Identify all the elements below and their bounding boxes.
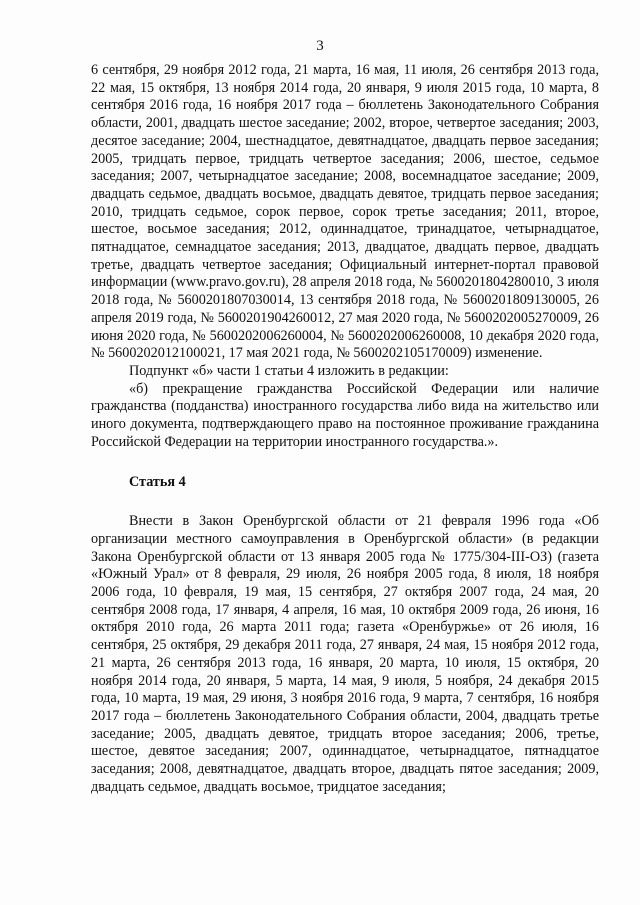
paragraph-subclause-instruction: Подпункт «б» части 1 статьи 4 изложить в редакции: <box>129 362 449 379</box>
paragraph-article-4-text: Внести в Закон Оренбургской области от 21 февраля 1996 года «Об организации местного самоуправления в Оренбургской области» (в редакции Закона Оренбургской области от 13 января 2005 года № 1775/304-III-ОЗ) (газета «Южный Урал» от 8 февраля, 29 июля, 26 ноября 2005 года, 8 июля, 18 ноября 2006 года, 10 февраля, 19 мая, 15 сентября, 27 октября 2007 года, 24 мая, 20 сентября 2008 года, 17 января, 4 апреля, 16 мая, 10 октября 2009 года, 26 июня, 16 октября 2010 года, 26 марта 2011 года; газета «Оренбуржье» от 26 июля, 16 сентября, 25 октября, 29 декабря 2011 года, 27 января, 24 мая, 15 ноября 2012 года, 21 марта, 26 сентября 2013 года, 16 января, 20 марта, 10 июля, 15 октября, 20 ноября 2014 года, 20 января, 5 марта, 14 мая, 9 июля, 5 ноября, 24 декабря 2015 года, 10 марта, 19 мая, 29 июня, 3 ноября 2016 года, 9 марта, 7 сентября, 16 ноября 2017 года – бюллетень Законодательного Собрания области, 2004, двадцать третье заседание; 2005, двадцать девятое, тридцать второе заседания; 2006, третье, шестое, девятое заседания; 2007, одиннадцатое, четырнадцатое, пятнадцатое заседания; 2008, девятнадцатое, двадцать второе, двадцать пятое заседания; 2009, двадцать седьмое, двадцать восьмое, тридцатое заседания; <box>91 513 599 795</box>
page-number: 3 <box>316 38 324 54</box>
article-heading: Статья 4 <box>129 474 186 491</box>
paragraph-subclause-text: «б) прекращение гражданства Российской Федерации или наличие гражданства (подданства) иностранного государства либо вида на жительство или иного документа, подтверждающего право на постоянное проживание гражданина Российской Федерации на территории иностранного государства.». <box>91 380 599 450</box>
paragraph-amendment-sources: 6 сентября, 29 ноября 2012 года, 21 марта, 16 мая, 11 июля, 26 сентября 2013 года, 22 мая, 15 октября, 13 ноября 2014 года, 20 января, 9 июля 2015 года, 10 марта, 8 сентября 2016 года, 16 ноября 2017 года – бюллетень Законодательного Собрания области, 2001, двадцать шестое заседание; 2002, второе, четвертое заседания; 2003, десятое заседание; 2004, шестнадцатое, девятнадцатое, двадцать первое заседания; 2005, тридцать первое, тридцать четвертое заседания; 2006, шестое, седьмое заседания; 2007, четырнадцатое заседание; 2008, восемнадцатое заседание; 2009, двадцать седьмое, двадцать восьмое, двадцать девятое, тридцать первое заседания; 2010, тридцать седьмое, сорок первое, сорок третье заседания; 2011, второе, шестое, восьмое заседания; 2012, одиннадцатое, тринадцатое, четырнадцатое, пятнадцатое, семнадцатое заседания; 2013, двадцатое, двадцать первое, двадцать третье, двадцать четвертое заседания; Официальный интернет-портал правовой информации (www.pravo.gov.ru), 28 апреля 2018 года, № 5600201804280010, 3 июля 2018 года, № 5600201807030014, 13 сентября 2018 года, № 5600201809130005, 26 апреля 2019 года, № 5600201904260012, 27 мая 2020 года, № 5600202005270009, 26 июня 2020 года, № 5600202006260004, № 5600202006260008, 10 декабря 2020 года, № 5600202012100021, 17 мая 2021 года, № 5600202105170009) изменение. <box>91 62 599 362</box>
document-body <box>91 62 599 796</box>
